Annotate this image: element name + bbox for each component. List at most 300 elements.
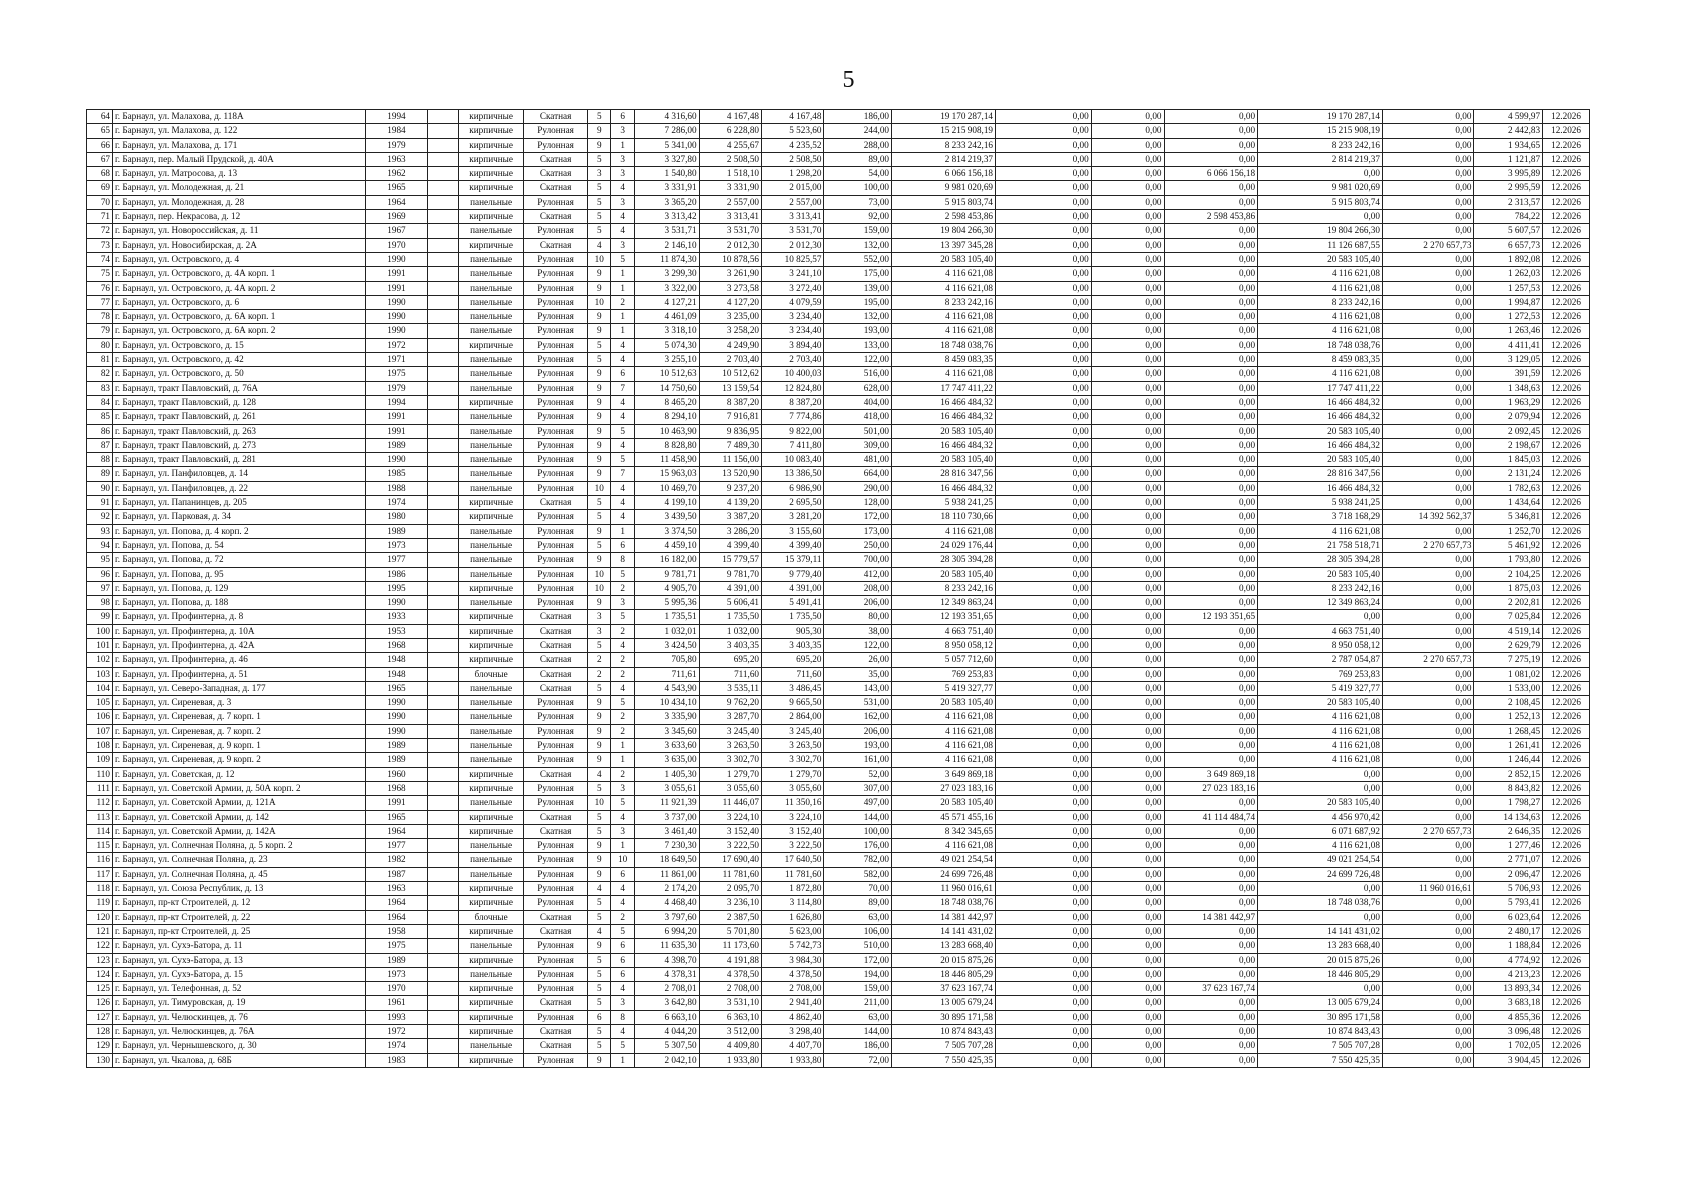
row-number-cell: 125 [87,982,113,996]
floors-cell: 10 [588,252,611,266]
total-area-cell: 14 750,60 [635,381,699,395]
roof-type-cell: Рулонная [523,753,587,767]
year-reconstruction-cell [428,324,459,338]
entrances-cell: 3 [611,824,635,838]
row-number-cell: 87 [87,438,113,452]
total-cost-cell: 4 116 621,08 [892,739,996,753]
entrances-cell: 1 [611,267,635,281]
cost-regional-budget-cell: 0,00 [1091,753,1164,767]
year-reconstruction-cell [428,939,459,953]
cost-fund-reform-cell: 0,00 [996,767,1092,781]
cost-owners-funds-cell: 17 747 411,22 [1258,381,1383,395]
cost-local-budget-cell: 0,00 [1164,453,1258,467]
row-number-cell: 94 [87,538,113,552]
year-reconstruction-cell [428,910,459,924]
residential-area-cell: 3 114,80 [762,896,824,910]
roof-type-cell: Рулонная [523,453,587,467]
year-reconstruction-cell [428,610,459,624]
year-built-cell: 1985 [365,467,427,481]
year-built-cell: 1933 [365,610,427,624]
total-cost-cell: 2 814 219,37 [892,152,996,166]
living-area-cell: 1 032,00 [699,624,761,638]
cost-fund-reform-cell: 0,00 [996,781,1092,795]
row-number-cell: 73 [87,238,113,252]
floors-cell: 9 [588,739,611,753]
living-area-cell: 13 520,90 [699,467,761,481]
entrances-cell: 3 [611,124,635,138]
cost-local-budget-cell: 0,00 [1164,753,1258,767]
roof-type-cell: Рулонная [523,338,587,352]
total-cost-cell: 13 005 679,24 [892,996,996,1010]
residential-area-cell: 1 298,20 [762,167,824,181]
roof-type-cell: Рулонная [523,195,587,209]
wall-material-cell: кирпичные [459,810,523,824]
table-row [87,910,1590,924]
entrances-cell: 4 [611,210,635,224]
cost-other-sources-cell: 0,00 [1382,167,1474,181]
cost-fund-reform-cell: 0,00 [996,724,1092,738]
wall-material-cell: панельные [459,438,523,452]
total-area-cell: 8 294,10 [635,410,699,424]
roof-type-cell: Рулонная [523,224,587,238]
cost-local-budget-cell: 0,00 [1164,724,1258,738]
entrances-cell: 4 [611,638,635,652]
address-cell: г. Барнаул, пер. Некрасова, д. 12 [113,210,366,224]
roof-type-cell: Скатная [523,924,587,938]
cost-owners-funds-cell: 20 583 105,40 [1258,696,1383,710]
cost-owners-funds-cell: 18 748 038,76 [1258,896,1383,910]
roof-type-cell: Рулонная [523,724,587,738]
cost-local-budget-cell: 0,00 [1164,1010,1258,1024]
year-reconstruction-cell [428,1025,459,1039]
year-built-cell: 1970 [365,238,427,252]
table-row [87,681,1590,695]
residents-cell: 38,00 [824,624,892,638]
cost-regional-budget-cell: 0,00 [1091,839,1164,853]
total-cost-cell: 4 116 621,08 [892,324,996,338]
floors-cell: 5 [588,538,611,552]
total-area-cell: 3 635,00 [635,753,699,767]
cost-fund-reform-cell: 0,00 [996,982,1092,996]
floors-cell: 10 [588,567,611,581]
living-area-cell: 2 508,50 [699,152,761,166]
total-area-cell: 3 255,10 [635,353,699,367]
cost-local-budget-cell: 0,00 [1164,581,1258,595]
floors-cell: 5 [588,195,611,209]
address-cell: г. Барнаул, ул. Островского, д. 4 [113,252,366,266]
entrances-cell: 1 [611,524,635,538]
residential-area-cell: 9 665,50 [762,696,824,710]
completion-date-cell: 12.2026 [1543,224,1590,238]
year-reconstruction-cell [428,467,459,481]
residential-area-cell: 3 263,50 [762,739,824,753]
total-cost-cell: 20 583 105,40 [892,567,996,581]
residential-area-cell: 2 508,50 [762,152,824,166]
year-reconstruction-cell [428,281,459,295]
address-cell: г. Барнаул, ул. Солнечная Поляна, д. 45 [113,867,366,881]
cost-fund-reform-cell: 0,00 [996,324,1092,338]
total-area-cell: 1 032,01 [635,624,699,638]
cost-fund-reform-cell: 0,00 [996,810,1092,824]
cost-per-sqm-cell: 1 268,45 [1474,724,1543,738]
completion-date-cell: 12.2026 [1543,1039,1590,1053]
residential-area-cell: 2 864,00 [762,710,824,724]
cost-per-sqm-cell: 2 092,45 [1474,424,1543,438]
completion-date-cell: 12.2026 [1543,824,1590,838]
total-cost-cell: 49 021 254,54 [892,853,996,867]
floors-cell: 6 [588,1010,611,1024]
cost-local-budget-cell: 0,00 [1164,839,1258,853]
living-area-cell: 9 836,95 [699,424,761,438]
cost-per-sqm-cell: 2 198,67 [1474,438,1543,452]
cost-local-budget-cell: 0,00 [1164,853,1258,867]
cost-other-sources-cell: 0,00 [1382,524,1474,538]
completion-date-cell: 12.2026 [1543,624,1590,638]
residential-area-cell: 2 012,30 [762,238,824,252]
floors-cell: 9 [588,524,611,538]
total-cost-cell: 20 583 105,40 [892,424,996,438]
cost-fund-reform-cell: 0,00 [996,438,1092,452]
cost-local-budget-cell: 0,00 [1164,624,1258,638]
cost-other-sources-cell: 0,00 [1382,110,1474,124]
cost-local-budget-cell: 0,00 [1164,553,1258,567]
wall-material-cell: кирпичные [459,395,523,409]
residents-cell: 552,00 [824,252,892,266]
wall-material-cell: панельные [459,739,523,753]
roof-type-cell: Рулонная [523,867,587,881]
cost-fund-reform-cell: 0,00 [996,453,1092,467]
residential-area-cell: 3 298,40 [762,1025,824,1039]
cost-other-sources-cell: 0,00 [1382,667,1474,681]
entrances-cell: 4 [611,810,635,824]
year-built-cell: 1965 [365,181,427,195]
roof-type-cell: Скатная [523,996,587,1010]
floors-cell: 5 [588,152,611,166]
wall-material-cell: кирпичные [459,181,523,195]
address-cell: г. Барнаул, ул. Телефонная, д. 52 [113,982,366,996]
cost-local-budget-cell: 0,00 [1164,281,1258,295]
year-built-cell: 1969 [365,210,427,224]
living-area-cell: 3 512,00 [699,1025,761,1039]
address-cell: г. Барнаул, тракт Павловский, д. 76А [113,381,366,395]
total-area-cell: 11 921,39 [635,796,699,810]
year-built-cell: 1964 [365,824,427,838]
floors-cell: 9 [588,124,611,138]
year-reconstruction-cell [428,210,459,224]
address-cell: г. Барнаул, ул. Сухэ-Батора, д. 11 [113,939,366,953]
total-cost-cell: 5 938 241,25 [892,496,996,510]
cost-per-sqm-cell: 1 845,03 [1474,453,1543,467]
total-area-cell: 10 434,10 [635,696,699,710]
table-row [87,395,1590,409]
cost-owners-funds-cell: 0,00 [1258,210,1383,224]
table-row [87,596,1590,610]
floors-cell: 9 [588,453,611,467]
page-number: 5 [842,67,855,93]
total-area-cell: 10 512,63 [635,367,699,381]
completion-date-cell: 12.2026 [1543,1053,1590,1067]
table-row [87,424,1590,438]
residents-cell: 92,00 [824,210,892,224]
cost-local-budget-cell: 0,00 [1164,667,1258,681]
year-built-cell: 1975 [365,367,427,381]
residents-cell: 161,00 [824,753,892,767]
residential-area-cell: 3 302,70 [762,753,824,767]
cost-regional-budget-cell: 0,00 [1091,496,1164,510]
year-built-cell: 1964 [365,896,427,910]
year-reconstruction-cell [428,996,459,1010]
wall-material-cell: панельные [459,853,523,867]
total-cost-cell: 18 748 038,76 [892,896,996,910]
cost-per-sqm-cell: 1 262,03 [1474,267,1543,281]
cost-other-sources-cell: 0,00 [1382,1025,1474,1039]
residents-cell: 782,00 [824,853,892,867]
cost-other-sources-cell: 14 392 562,37 [1382,510,1474,524]
entrances-cell: 5 [611,1039,635,1053]
residential-area-cell: 2 703,40 [762,353,824,367]
completion-date-cell: 12.2026 [1543,152,1590,166]
living-area-cell: 3 152,40 [699,824,761,838]
roof-type-cell: Рулонная [523,796,587,810]
residents-cell: 206,00 [824,724,892,738]
completion-date-cell: 12.2026 [1543,338,1590,352]
entrances-cell: 7 [611,467,635,481]
address-cell: г. Барнаул, ул. Молодежная, д. 28 [113,195,366,209]
year-reconstruction-cell [428,496,459,510]
cost-other-sources-cell: 0,00 [1382,596,1474,610]
residential-area-cell: 4 399,40 [762,538,824,552]
year-reconstruction-cell [428,739,459,753]
residential-area-cell: 11 781,60 [762,867,824,881]
year-reconstruction-cell [428,553,459,567]
total-area-cell: 5 074,30 [635,338,699,352]
total-area-cell: 5 307,50 [635,1039,699,1053]
cost-local-budget-cell: 0,00 [1164,1053,1258,1067]
total-cost-cell: 4 116 621,08 [892,724,996,738]
table-row [87,381,1590,395]
roof-type-cell: Рулонная [523,324,587,338]
wall-material-cell: кирпичные [459,882,523,896]
cost-owners-funds-cell: 16 466 484,32 [1258,481,1383,495]
year-reconstruction-cell [428,581,459,595]
residents-cell: 208,00 [824,581,892,595]
residents-cell: 186,00 [824,110,892,124]
row-number-cell: 115 [87,839,113,853]
cost-owners-funds-cell: 10 874 843,43 [1258,1025,1383,1039]
year-reconstruction-cell [428,124,459,138]
residents-cell: 481,00 [824,453,892,467]
entrances-cell: 3 [611,596,635,610]
roof-type-cell: Рулонная [523,524,587,538]
cost-regional-budget-cell: 0,00 [1091,581,1164,595]
cost-owners-funds-cell: 21 758 518,71 [1258,538,1383,552]
completion-date-cell: 12.2026 [1543,510,1590,524]
living-area-cell: 2 703,40 [699,353,761,367]
cost-fund-reform-cell: 0,00 [996,110,1092,124]
cost-other-sources-cell: 0,00 [1382,624,1474,638]
cost-other-sources-cell: 0,00 [1382,781,1474,795]
cost-regional-budget-cell: 0,00 [1091,238,1164,252]
cost-per-sqm-cell: 2 852,15 [1474,767,1543,781]
row-number-cell: 89 [87,467,113,481]
residential-area-cell: 1 279,70 [762,767,824,781]
cost-per-sqm-cell: 2 995,59 [1474,181,1543,195]
residential-area-cell: 13 386,50 [762,467,824,481]
living-area-cell: 7 489,30 [699,438,761,452]
address-cell: г. Барнаул, ул. Сиреневая, д. 9 корп. 2 [113,753,366,767]
cost-per-sqm-cell: 1 798,27 [1474,796,1543,810]
row-number-cell: 114 [87,824,113,838]
row-number-cell: 69 [87,181,113,195]
total-area-cell: 3 633,60 [635,739,699,753]
completion-date-cell: 12.2026 [1543,424,1590,438]
residents-cell: 89,00 [824,896,892,910]
wall-material-cell: панельные [459,524,523,538]
cost-local-budget-cell: 0,00 [1164,295,1258,309]
cost-fund-reform-cell: 0,00 [996,124,1092,138]
floors-cell: 5 [588,1025,611,1039]
cost-fund-reform-cell: 0,00 [996,467,1092,481]
address-cell: г. Барнаул, ул. Сиреневая, д. 7 корп. 2 [113,724,366,738]
year-reconstruction-cell [428,353,459,367]
cost-fund-reform-cell: 0,00 [996,481,1092,495]
row-number-cell: 82 [87,367,113,381]
cost-local-budget-cell: 27 023 183,16 [1164,781,1258,795]
cost-regional-budget-cell: 0,00 [1091,224,1164,238]
residents-cell: 290,00 [824,481,892,495]
living-area-cell: 11 446,07 [699,796,761,810]
wall-material-cell: панельные [459,696,523,710]
cost-other-sources-cell: 0,00 [1382,967,1474,981]
row-number-cell: 66 [87,138,113,152]
cost-per-sqm-cell: 2 646,35 [1474,824,1543,838]
cost-fund-reform-cell: 0,00 [996,667,1092,681]
year-reconstruction-cell [428,381,459,395]
floors-cell: 5 [588,910,611,924]
address-cell: г. Барнаул, ул. Тимуровская, д. 19 [113,996,366,1010]
cost-fund-reform-cell: 0,00 [996,967,1092,981]
total-area-cell: 8 828,80 [635,438,699,452]
table-row [87,924,1590,938]
roof-type-cell: Рулонная [523,839,587,853]
residential-area-cell: 3 245,40 [762,724,824,738]
address-cell: г. Барнаул, ул. Малахова, д. 118А [113,110,366,124]
year-built-cell: 1964 [365,195,427,209]
completion-date-cell: 12.2026 [1543,538,1590,552]
cost-local-budget-cell: 2 598 453,86 [1164,210,1258,224]
total-cost-cell: 20 583 105,40 [892,796,996,810]
cost-other-sources-cell: 0,00 [1382,638,1474,652]
wall-material-cell: кирпичные [459,610,523,624]
cost-fund-reform-cell: 0,00 [996,567,1092,581]
floors-cell: 4 [588,767,611,781]
roof-type-cell: Рулонная [523,467,587,481]
year-built-cell: 1965 [365,681,427,695]
year-built-cell: 1980 [365,510,427,524]
address-cell: г. Барнаул, тракт Павловский, д. 263 [113,424,366,438]
cost-fund-reform-cell: 0,00 [996,553,1092,567]
living-area-cell: 9 237,20 [699,481,761,495]
cost-regional-budget-cell: 0,00 [1091,896,1164,910]
completion-date-cell: 12.2026 [1543,867,1590,881]
residential-area-cell: 2 941,40 [762,996,824,1010]
wall-material-cell: панельные [459,367,523,381]
wall-material-cell: кирпичные [459,238,523,252]
year-built-cell: 1962 [365,167,427,181]
cost-fund-reform-cell: 0,00 [996,1039,1092,1053]
roof-type-cell: Скатная [523,496,587,510]
residential-area-cell: 3 403,35 [762,638,824,652]
residential-area-cell: 11 350,16 [762,796,824,810]
cost-other-sources-cell: 0,00 [1382,553,1474,567]
floors-cell: 9 [588,310,611,324]
cost-other-sources-cell: 0,00 [1382,896,1474,910]
year-built-cell: 1977 [365,553,427,567]
wall-material-cell: кирпичные [459,1010,523,1024]
total-area-cell: 2 708,01 [635,982,699,996]
cost-fund-reform-cell: 0,00 [996,510,1092,524]
entrances-cell: 2 [611,624,635,638]
cost-owners-funds-cell: 30 895 171,58 [1258,1010,1383,1024]
total-cost-cell: 24 699 726,48 [892,867,996,881]
cost-regional-budget-cell: 0,00 [1091,424,1164,438]
roof-type-cell: Рулонная [523,567,587,581]
address-cell: г. Барнаул, тракт Павловский, д. 281 [113,453,366,467]
entrances-cell: 7 [611,381,635,395]
cost-per-sqm-cell: 4 855,36 [1474,1010,1543,1024]
completion-date-cell: 12.2026 [1543,453,1590,467]
cost-per-sqm-cell: 2 442,83 [1474,124,1543,138]
residents-cell: 664,00 [824,467,892,481]
residents-cell: 89,00 [824,152,892,166]
address-cell: г. Барнаул, ул. Островского, д. 42 [113,353,366,367]
cost-fund-reform-cell: 0,00 [996,824,1092,838]
living-area-cell: 4 139,20 [699,496,761,510]
address-cell: г. Барнаул, пр-кт Строителей, д. 12 [113,896,366,910]
residents-cell: 211,00 [824,996,892,1010]
cost-regional-budget-cell: 0,00 [1091,438,1164,452]
residents-cell: 195,00 [824,295,892,309]
row-number-cell: 129 [87,1039,113,1053]
wall-material-cell: панельные [459,353,523,367]
entrances-cell: 2 [611,581,635,595]
cost-other-sources-cell: 2 270 657,73 [1382,238,1474,252]
entrances-cell: 5 [611,424,635,438]
cost-other-sources-cell: 0,00 [1382,982,1474,996]
living-area-cell: 6 228,80 [699,124,761,138]
entrances-cell: 3 [611,781,635,795]
total-area-cell: 16 182,00 [635,553,699,567]
wall-material-cell: кирпичные [459,896,523,910]
address-cell: г. Барнаул, ул. Профинтерна, д. 46 [113,653,366,667]
completion-date-cell: 12.2026 [1543,353,1590,367]
residents-cell: 172,00 [824,953,892,967]
cost-fund-reform-cell: 0,00 [996,596,1092,610]
floors-cell: 4 [588,924,611,938]
total-cost-cell: 12 349 863,24 [892,596,996,610]
cost-owners-funds-cell: 0,00 [1258,610,1383,624]
roof-type-cell: Рулонная [523,252,587,266]
residents-cell: 80,00 [824,610,892,624]
floors-cell: 5 [588,210,611,224]
total-cost-cell: 20 583 105,40 [892,696,996,710]
cost-regional-budget-cell: 0,00 [1091,267,1164,281]
total-cost-cell: 14 141 431,02 [892,924,996,938]
address-cell: г. Барнаул, ул. Островского, д. 6А корп. 1 [113,310,366,324]
residents-cell: 122,00 [824,353,892,367]
cost-other-sources-cell: 0,00 [1382,381,1474,395]
cost-other-sources-cell: 0,00 [1382,996,1474,1010]
